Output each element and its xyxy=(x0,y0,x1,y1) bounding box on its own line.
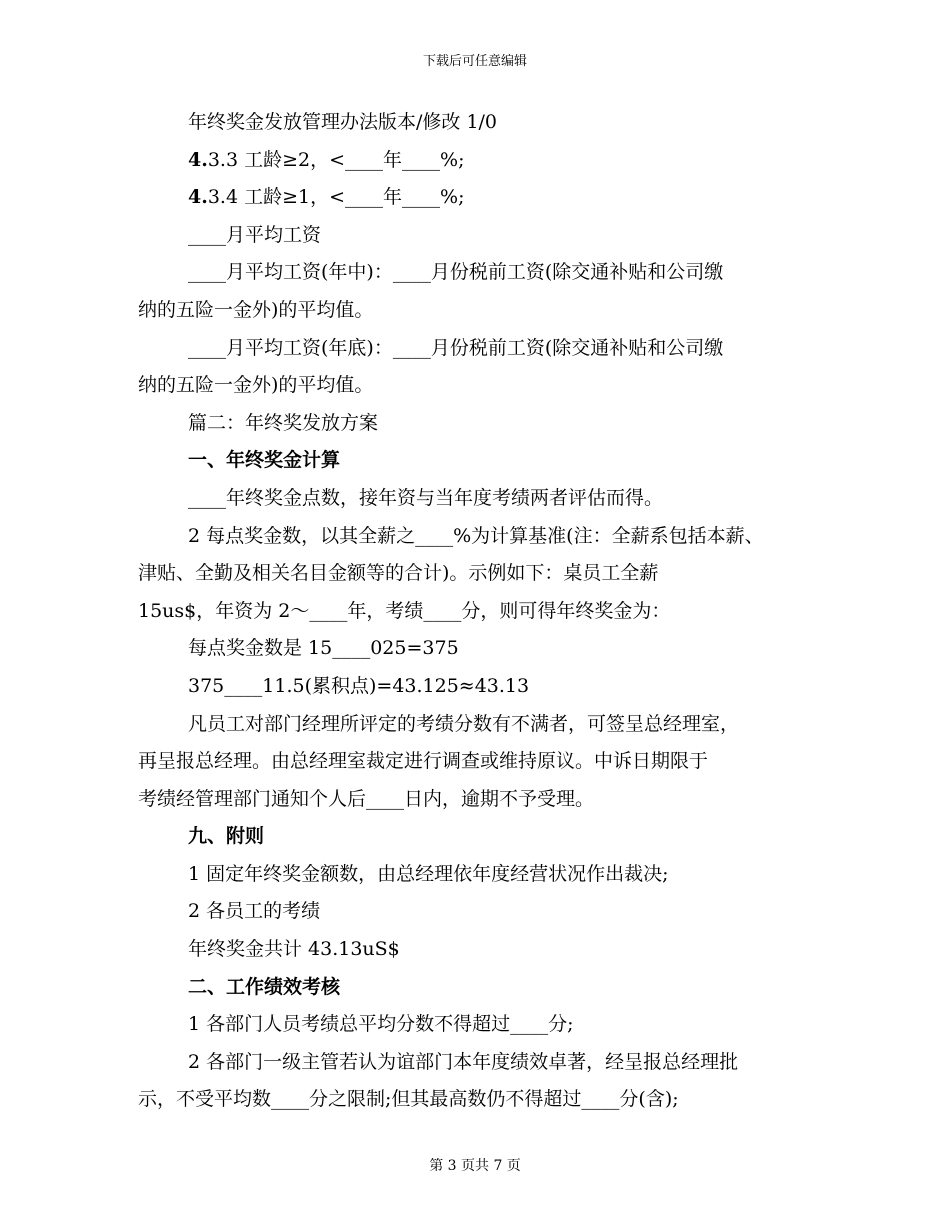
paragraph-line: 考绩经管理部门通知个人后____日内，逾期不予受理。 xyxy=(138,787,595,810)
section-heading: 二、工作绩效考核 xyxy=(188,975,341,998)
paragraph-line: 纳的五险一金外)的平均值。 xyxy=(138,374,374,397)
page-header: 下载后可任意编辑 xyxy=(422,54,527,69)
paragraph-line: 年终奖金共计 43.13uS$ xyxy=(188,938,400,961)
section-heading: 一、年终奖金计算 xyxy=(188,449,341,472)
formula-line: 每点奖金数是 15____025=375 xyxy=(188,637,459,660)
paragraph-line: ____月平均工资(年底)：____月份税前工资(除交通补贴和公司缴 xyxy=(188,336,724,359)
paragraph-line: ____月平均工资(年中)：____月份税前工资(除交通补贴和公司缴 xyxy=(188,261,724,284)
page-footer: 第 3 页共 7 页 xyxy=(429,1158,521,1174)
clause-number: 4. xyxy=(188,186,208,209)
paragraph-line: 2 各员工的考绩 xyxy=(188,900,321,923)
paragraph-line: 15us$，年资为 2～____年，考绩____分，则可得年终奖金为： xyxy=(138,599,671,622)
paragraph-line: 津贴、全勤及相关名目金额等的合计)。示例如下：桌员工全薪 xyxy=(138,562,659,585)
formula-line: 375____11.5(累积点)=43.125≈43.13 xyxy=(188,674,530,697)
doc-title-line: 年终奖金发放管理办法版本/修改 1/0 xyxy=(188,111,498,133)
paragraph-line: 2 每点奖金数，以其全薪之____%为计算基准(注：全薪系包括本薪、 xyxy=(188,524,764,547)
paragraph-line: 示，不受平均数____分之限制;但其最高数仍不得超过____分(含); xyxy=(138,1088,679,1111)
section-subtitle: 篇二：年终奖发放方案 xyxy=(188,411,379,434)
paragraph-line: 1 各部门人员考绩总平均分数不得超过____分; xyxy=(188,1013,574,1036)
clause-text: 3.4 工龄≥1，<____年____%; xyxy=(207,186,465,209)
paragraph-line: 1 固定年终奖金额数，由总经理依年度经营状况作出裁决; xyxy=(188,862,669,885)
clause-4-3-3 xyxy=(138,142,838,180)
paragraph-line: 凡员工对部门经理所评定的考绩分数有不满者，可签呈总经理室， xyxy=(188,712,740,735)
paragraph-line: 再呈报总经理。由总经理室裁定进行调查或维持原议。中诉日期限于 xyxy=(138,750,709,773)
clause-text: 3.3 工龄≥2，<____年____%; xyxy=(207,148,465,171)
paragraph-line: 纳的五险一金外)的平均值。 xyxy=(138,298,374,321)
paragraph-line: ____年终奖金点数，接年资与当年度考绩两者评估而得。 xyxy=(188,486,664,509)
clause-number: 4. xyxy=(188,148,208,171)
clause-4-3-4 xyxy=(138,179,838,217)
paragraph-line: ____月平均工资 xyxy=(188,223,322,246)
document-body xyxy=(138,104,838,1119)
section-heading: 九、附则 xyxy=(188,825,265,848)
paragraph-line: 2 各部门一级主管若认为谊部门本年度绩效卓著，经呈报总经理批 xyxy=(188,1050,739,1073)
